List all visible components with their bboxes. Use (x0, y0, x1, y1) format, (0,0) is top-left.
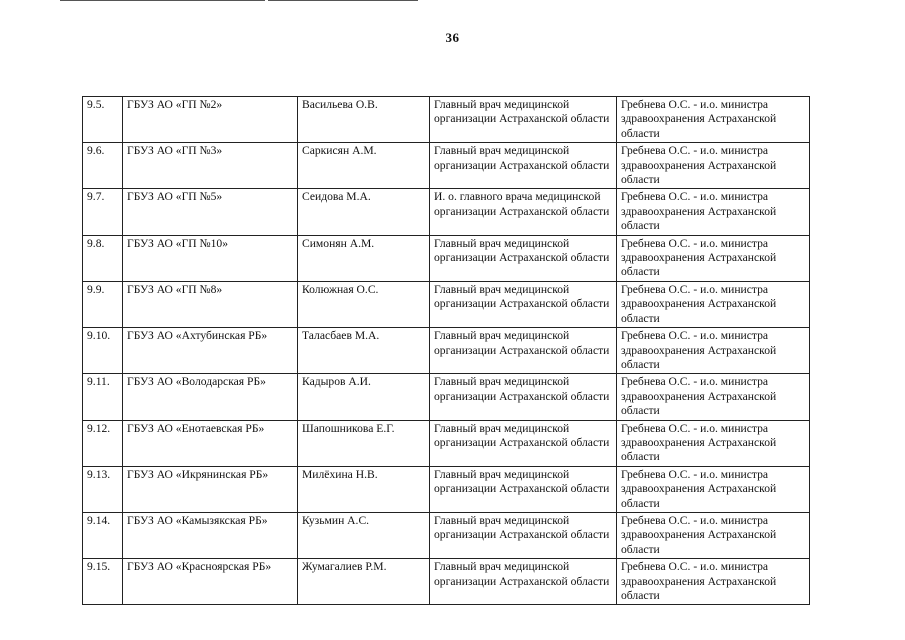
row-number-cell: 9.12. (83, 420, 123, 466)
position-cell: Главный врач медицинской организации Астраханской области (430, 559, 617, 605)
row-number-cell: 9.6. (83, 143, 123, 189)
position-cell: Главный врач медицинской организации Астраханской области (430, 281, 617, 327)
organization-cell: ГБУЗ АО «Красноярская РБ» (123, 559, 298, 605)
signatory-cell: Гребнева О.С. - и.о. министра здравоохранения Астраханской области (617, 189, 810, 235)
person-name-cell: Васильева О.В. (298, 97, 430, 143)
row-number-cell: 9.9. (83, 281, 123, 327)
organization-cell: ГБУЗ АО «ГП №3» (123, 143, 298, 189)
row-number-cell: 9.11. (83, 374, 123, 420)
table-row (83, 97, 810, 143)
row-number-cell: 9.8. (83, 235, 123, 281)
signatory-cell: Гребнева О.С. - и.о. министра здравоохранения Астраханской области (617, 143, 810, 189)
table-row (83, 374, 810, 420)
person-name-cell: Кузьмин А.С. (298, 512, 430, 558)
position-cell: Главный врач медицинской организации Астраханской области (430, 97, 617, 143)
position-cell: Главный врач медицинской организации Астраханской области (430, 374, 617, 420)
table-row (83, 328, 810, 374)
organization-cell: ГБУЗ АО «Камызякская РБ» (123, 512, 298, 558)
organization-cell: ГБУЗ АО «Енотаевская РБ» (123, 420, 298, 466)
position-cell: Главный врач медицинской организации Астраханской области (430, 143, 617, 189)
organization-cell: ГБУЗ АО «ГП №8» (123, 281, 298, 327)
position-cell: Главный врач медицинской организации Астраханской области (430, 512, 617, 558)
signatory-cell: Гребнева О.С. - и.о. министра здравоохранения Астраханской области (617, 374, 810, 420)
organization-cell: ГБУЗ АО «Володарская РБ» (123, 374, 298, 420)
row-number-cell: 9.10. (83, 328, 123, 374)
row-number-cell: 9.14. (83, 512, 123, 558)
organization-cell: ГБУЗ АО «ГП №5» (123, 189, 298, 235)
signatory-cell: Гребнева О.С. - и.о. министра здравоохранения Астраханской области (617, 466, 810, 512)
row-number-cell: 9.15. (83, 559, 123, 605)
position-cell: Главный врач медицинской организации Астраханской области (430, 466, 617, 512)
row-number-cell: 9.5. (83, 97, 123, 143)
person-name-cell: Сеидова М.А. (298, 189, 430, 235)
person-name-cell: Милёхина Н.В. (298, 466, 430, 512)
signatory-cell: Гребнева О.С. - и.о. министра здравоохранения Астраханской области (617, 512, 810, 558)
top-edge-line (60, 0, 265, 1)
position-cell: И. о. главного врача медицинской организации Астраханской области (430, 189, 617, 235)
table-body (83, 97, 810, 605)
table-row (83, 281, 810, 327)
position-cell: Главный врач медицинской организации Астраханской области (430, 328, 617, 374)
person-name-cell: Колюжная О.С. (298, 281, 430, 327)
position-cell: Главный врач медицинской организации Астраханской области (430, 420, 617, 466)
table-row (83, 466, 810, 512)
person-name-cell: Шапошникова Е.Г. (298, 420, 430, 466)
signatory-cell: Гребнева О.С. - и.о. министра здравоохранения Астраханской области (617, 235, 810, 281)
signatory-cell: Гребнева О.С. - и.о. министра здравоохранения Астраханской области (617, 328, 810, 374)
signatory-cell: Гребнева О.С. - и.о. министра здравоохранения Астраханской области (617, 420, 810, 466)
table-row (83, 559, 810, 605)
officials-table (82, 96, 810, 605)
table-row (83, 420, 810, 466)
table-row (83, 235, 810, 281)
signatory-cell: Гребнева О.С. - и.о. министра здравоохранения Астраханской области (617, 559, 810, 605)
page-number: 36 (445, 30, 460, 45)
person-name-cell: Таласбаев М.А. (298, 328, 430, 374)
table-row (83, 143, 810, 189)
person-name-cell: Симонян А.М. (298, 235, 430, 281)
person-name-cell: Саркисян А.М. (298, 143, 430, 189)
signatory-cell: Гребнева О.С. - и.о. министра здравоохранения Астраханской области (617, 97, 810, 143)
top-edge-line (268, 0, 418, 1)
signatory-cell: Гребнева О.С. - и.о. министра здравоохранения Астраханской области (617, 281, 810, 327)
row-number-cell: 9.7. (83, 189, 123, 235)
organization-cell: ГБУЗ АО «Икрянинская РБ» (123, 466, 298, 512)
person-name-cell: Жумагалиев Р.М. (298, 559, 430, 605)
organization-cell: ГБУЗ АО «ГП №10» (123, 235, 298, 281)
row-number-cell: 9.13. (83, 466, 123, 512)
table-row (83, 189, 810, 235)
organization-cell: ГБУЗ АО «ГП №2» (123, 97, 298, 143)
person-name-cell: Кадыров А.И. (298, 374, 430, 420)
table-row (83, 512, 810, 558)
organization-cell: ГБУЗ АО «Ахтубинская РБ» (123, 328, 298, 374)
position-cell: Главный врач медицинской организации Астраханской области (430, 235, 617, 281)
